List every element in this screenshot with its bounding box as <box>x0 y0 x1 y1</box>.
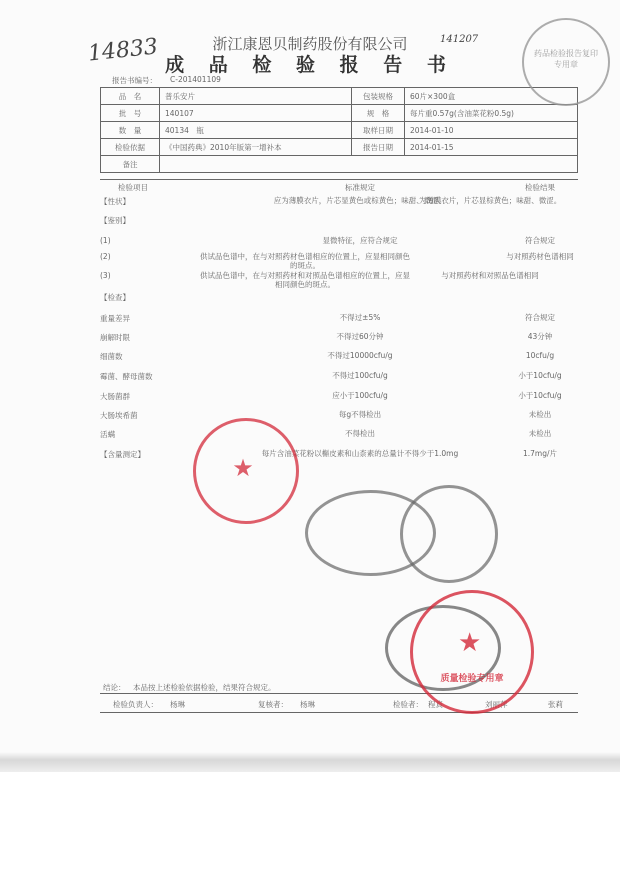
info-label2: 包装规格 <box>351 88 404 105</box>
info-label2: 规 格 <box>351 105 404 122</box>
test-standard: 应为薄膜衣片，片芯显黄色或棕黄色；味甜、微涩。 <box>273 196 447 205</box>
info-value: 《中国药典》2010年版第一增补本 <box>160 139 352 156</box>
company-red-stamp <box>193 418 299 524</box>
test-standard: 不得过10000cfu/g <box>327 351 393 360</box>
reviewer-label: 复核者： <box>258 700 288 709</box>
test-standard: 不得检出 <box>345 429 375 438</box>
info-row <box>101 156 578 173</box>
test-result: 未检出 <box>528 429 552 438</box>
info-value2: 60片×300盒 <box>404 88 577 105</box>
test-standard: 每片含油菜花粉以槲皮素和山柰素的总量计不得少于1.0mg <box>261 449 459 458</box>
test-result: 43分钟 <box>527 332 553 341</box>
info-row <box>101 88 578 105</box>
test-result: 符合规定 <box>525 236 555 245</box>
test-item: 大肠菌群 <box>100 392 130 401</box>
scan-edge <box>0 752 620 772</box>
product-info-table <box>100 87 578 173</box>
test-item: 【性状】 <box>100 197 130 206</box>
handwritten-code: 141207 <box>440 34 479 45</box>
test-standard: 每g不得检出 <box>338 410 382 419</box>
test-item: (2) <box>100 252 111 261</box>
test-item: 【检查】 <box>100 293 130 302</box>
info-label: 备注 <box>101 156 160 173</box>
test-item: 崩解时限 <box>100 333 130 342</box>
info-row <box>101 139 578 156</box>
info-label: 品 名 <box>101 88 160 105</box>
test-item: 霉菌、酵母菌数 <box>100 372 153 381</box>
test-item: 【鉴别】 <box>100 216 130 225</box>
test-item: 大肠埃希菌 <box>100 411 138 420</box>
test-result: 符合规定 <box>525 313 555 322</box>
gray-round-stamp <box>400 485 498 583</box>
info-label2: 取样日期 <box>351 122 404 139</box>
info-value <box>160 156 578 173</box>
conclusion: 本品按上述检验依据检验，结果符合规定。 <box>133 683 276 692</box>
info-value2: 每片重0.57g(含油菜花粉0.5g) <box>404 105 577 122</box>
copy-stamp-text: 药品检验报告复印专用章 <box>534 49 598 69</box>
test-item: (1) <box>100 236 111 245</box>
test-standard: 显微特征，应符合规定 <box>322 236 398 245</box>
inspector-3: 张莉 <box>548 700 563 709</box>
info-label2: 报告日期 <box>351 139 404 156</box>
info-value: 140107 <box>160 105 352 122</box>
test-standard: 供试品色谱中，在与对照药材色谱相应的位置上，应显相同颜色的斑点。 <box>200 252 410 270</box>
inspector-label: 检验者： <box>393 700 423 709</box>
test-result: 与对照药材色谱相同 <box>506 252 574 261</box>
info-value: 40134 瓶 <box>160 122 352 139</box>
info-label: 数 量 <box>101 122 160 139</box>
divider <box>100 712 578 713</box>
responsible: 杨琳 <box>170 700 185 709</box>
test-result: 10cfu/g <box>525 351 555 360</box>
document-title: 成 品 检 验 报 告 书 <box>165 54 455 76</box>
report-no: C-201401109 <box>170 75 221 84</box>
info-label: 检验依据 <box>101 139 160 156</box>
star-icon: ★ <box>458 628 482 658</box>
test-result: 为薄膜衣片，片芯显棕黄色；味甜、微涩。 <box>418 196 562 205</box>
test-item: 活螨 <box>100 430 115 439</box>
info-value: 普乐安片 <box>160 88 352 105</box>
responsible-label: 检验负责人： <box>113 700 158 709</box>
test-result: 1.7mg/片 <box>522 449 558 458</box>
star-icon: ★ <box>232 454 254 482</box>
test-result: 小于10cfu/g <box>518 391 562 400</box>
test-item: 【含量测定】 <box>100 450 145 459</box>
quality-stamp-text: 质量检验专用章 <box>440 674 504 684</box>
test-standard: 不得过60分钟 <box>336 332 384 341</box>
test-item: 重量差异 <box>100 314 130 323</box>
handwritten-number: 14833 <box>86 34 160 67</box>
reviewer: 杨琳 <box>300 700 315 709</box>
inspector: 程真 <box>428 700 443 709</box>
info-label: 批 号 <box>101 105 160 122</box>
header-item: 检验项目 <box>118 183 148 192</box>
quality-red-stamp <box>410 590 534 714</box>
info-row <box>101 122 578 139</box>
header-standard: 标准规定 <box>345 183 375 192</box>
info-row <box>101 105 578 122</box>
header-result: 检验结果 <box>525 183 555 192</box>
test-standard: 不得过±5% <box>339 313 381 322</box>
divider <box>100 179 578 180</box>
info-value2: 2014-01-10 <box>404 122 577 139</box>
test-standard: 不得过100cfu/g <box>332 371 388 380</box>
test-result: 未检出 <box>528 410 552 419</box>
test-item: 细菌数 <box>100 352 123 361</box>
test-item: (3) <box>100 271 111 280</box>
info-value2: 2014-01-15 <box>404 139 577 156</box>
report-no-label: 报告书编号： <box>112 76 157 85</box>
inspector-2: 刘丽萍 <box>485 700 508 709</box>
test-result: 小于10cfu/g <box>518 371 562 380</box>
copy-stamp <box>522 18 610 106</box>
test-standard: 供试品色谱中，在与对照药材和对照品色谱相应的位置上，应显相同颜色的斑点。 <box>200 271 410 289</box>
test-standard: 应小于100cfu/g <box>332 391 388 400</box>
test-result: 与对照药材和对照品色谱相同 <box>441 271 539 280</box>
company-name: 浙江康恩贝制药股份有限公司 <box>212 35 408 53</box>
conclusion-label: 结论： <box>103 683 126 692</box>
